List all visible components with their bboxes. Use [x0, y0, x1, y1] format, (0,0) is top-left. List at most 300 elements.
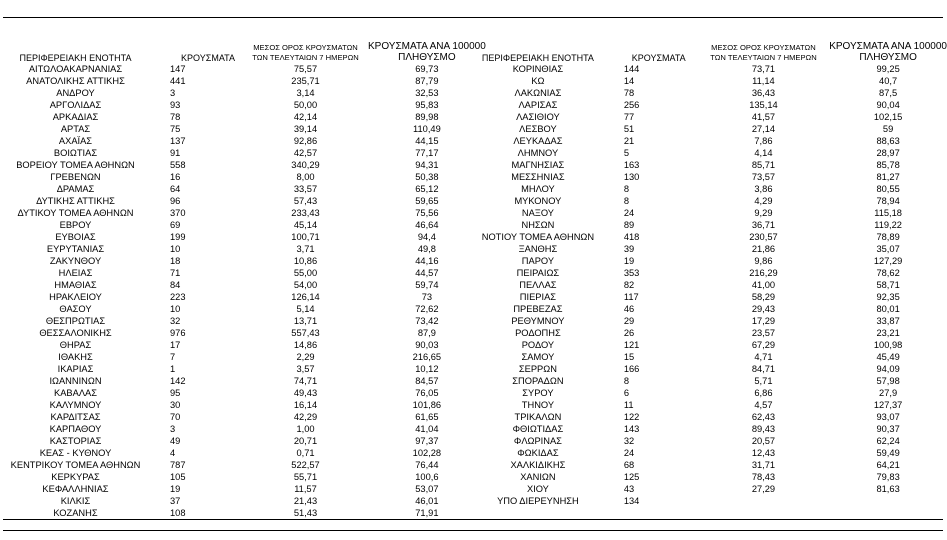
region-cell: ΦΩΚΙΔΑΣ: [517, 448, 559, 458]
region-cell: ΝΑΞΟΥ: [521, 208, 554, 218]
table-row: [3, 135, 486, 147]
table-row: [474, 459, 947, 471]
rate-cell: 127,29: [873, 256, 903, 266]
region-cell: ΤΗΝΟΥ: [521, 400, 555, 410]
table-row: [474, 327, 947, 339]
rate-cell: 101,86: [412, 400, 442, 410]
avg-cell: 36,43: [751, 88, 776, 98]
avg-cell: 5,71: [754, 376, 773, 386]
rate-cell: 97,37: [415, 436, 439, 446]
table-row: [474, 387, 947, 399]
rate-cell: 93,07: [876, 412, 900, 422]
cases-cell: 82: [623, 280, 635, 290]
avg-cell: 4,57: [754, 400, 773, 410]
cases-cell: 30: [170, 400, 181, 410]
avg-cell: 557,43: [291, 328, 320, 338]
rate-cell: 45,49: [876, 352, 900, 362]
region-cell: ΔΥΤΙΚΟΥ ΤΟΜΕΑ ΑΘΗΝΩΝ: [17, 208, 134, 218]
rate-header: [829, 37, 947, 63]
cases-cell: 8: [623, 376, 630, 386]
avg-header: [698, 37, 830, 63]
cases-cell: 37: [170, 496, 181, 506]
region-cell: ΚΙΛΚΙΣ: [60, 496, 91, 506]
rate-cell: 90,37: [876, 424, 900, 434]
cases-cell: 117: [623, 292, 639, 302]
table-row: [474, 267, 947, 279]
cases-header: ΚΡΟΥΣΜΑΤΑ: [181, 53, 235, 63]
rate-cell: 46,64: [415, 220, 439, 230]
cases-cell: 39: [623, 244, 635, 254]
rate-header-line2: ΠΛΗΘΥΣΜΟ: [398, 52, 456, 63]
avg-cell: 9,29: [754, 208, 773, 218]
rate-cell: 50,38: [415, 172, 439, 182]
region-cell: ΡΟΔΟΠΗΣ: [515, 328, 561, 338]
rate-cell: 73,42: [415, 316, 439, 326]
region-cell: ΑΡΤΑΣ: [60, 124, 91, 134]
cases-cell: 418: [623, 232, 640, 242]
table-row: [474, 495, 947, 507]
rate-cell: 76,05: [415, 388, 439, 398]
rate-cell: 76,44: [415, 460, 439, 470]
region-cell: ΚΕΝΤΡΙΚΟΥ ΤΟΜΕΑ ΑΘΗΝΩΝ: [10, 460, 141, 470]
table-row: [474, 279, 947, 291]
avg-cell: 75,57: [293, 64, 318, 74]
cases-cell: 19: [170, 484, 181, 494]
table-row: [3, 63, 486, 75]
cases-cell: 32: [170, 316, 181, 326]
cases-cell: 17: [170, 340, 181, 350]
table-row: [474, 183, 947, 195]
rate-cell: 90,03: [415, 340, 439, 350]
avg-cell: 55,71: [293, 472, 318, 482]
region-cell: ΔΡΑΜΑΣ: [56, 184, 95, 194]
table-row: [3, 159, 486, 171]
rate-cell: 81,63: [876, 484, 900, 494]
region-cell: ΒΟΡΕΙΟΥ ΤΟΜΕΑ ΑΘΗΝΩΝ: [16, 160, 135, 170]
avg-cell: 100,71: [291, 232, 320, 242]
cases-cell: 122: [623, 412, 640, 422]
rate-cell: 87,79: [415, 76, 439, 86]
region-cell: ΚΑΛΥΜΝΟΥ: [49, 400, 102, 410]
rate-cell: 92,35: [876, 292, 900, 302]
table-row: [3, 375, 486, 387]
avg-cell: 4,71: [754, 352, 773, 362]
cases-cell: 10: [170, 244, 181, 254]
cases-cell: 166: [623, 364, 640, 374]
cases-cell: 91: [170, 148, 181, 158]
cases-cell: 70: [170, 412, 181, 422]
region-header: ΠΕΡΙΦΕΡΕΙΑΚΗ ΕΝΟΤΗΤΑ: [481, 53, 594, 63]
cases-cell: 95: [170, 388, 181, 398]
cases-cell: 18: [170, 256, 181, 266]
table-row: [474, 63, 947, 75]
cases-cell: 96: [170, 196, 181, 206]
rate-header-line1: ΚΡΟΥΣΜΑΤΑ ΑΝΑ 100000: [368, 41, 486, 52]
region-cell: ΕΥΒΟΙΑΣ: [55, 232, 96, 242]
cases-cell: 441: [170, 76, 186, 86]
rate-cell: 73: [421, 292, 433, 302]
table-row: [474, 75, 947, 87]
rate-cell: 78,62: [876, 268, 900, 278]
avg-cell: 6,86: [754, 388, 773, 398]
table-row: [3, 303, 486, 315]
rate-cell: 44,57: [415, 268, 439, 278]
rate-cell: 78,89: [876, 232, 900, 242]
table-row: [3, 327, 486, 339]
rate-cell: 79,83: [876, 472, 900, 482]
table-row: [474, 159, 947, 171]
cases-cell: 77: [623, 112, 635, 122]
rate-cell: 110,49: [413, 124, 441, 134]
table-row: [474, 99, 947, 111]
avg-cell: 33,57: [293, 184, 318, 194]
table-row: [3, 363, 486, 375]
right-table-body: [474, 63, 947, 507]
table-row: [474, 447, 947, 459]
cases-cell: 125: [623, 472, 640, 482]
table-row: [474, 195, 947, 207]
rate-cell: 71,91: [415, 508, 439, 518]
cases-cell: 69: [170, 220, 181, 230]
cases-cell: 558: [170, 160, 186, 170]
table-row: [474, 291, 947, 303]
avg-cell: 17,29: [751, 316, 776, 326]
cases-cell: 26: [623, 328, 635, 338]
table-row: [3, 99, 486, 111]
avg-cell: 21,86: [751, 244, 776, 254]
rate-cell: 59: [882, 124, 894, 134]
table-row: [3, 255, 486, 267]
rate-cell: 90,04: [876, 100, 900, 110]
rate-cell: 100,98: [873, 340, 903, 350]
avg-header-line2: ΤΩΝ ΤΕΛΕΥΤΑΙΩΝ 7 ΗΜΕΡΩΝ: [710, 53, 817, 62]
cases-cell: 64: [170, 184, 181, 194]
region-cell: ΕΥΡΥΤΑΝΙΑΣ: [46, 244, 105, 254]
table-row: [3, 471, 486, 483]
region-cell: ΠΕΙΡΑΙΩΣ: [516, 268, 560, 278]
left-table: [3, 37, 486, 519]
cases-cell: 21: [623, 136, 635, 146]
cases-cell: 130: [623, 172, 640, 182]
avg-cell: 41,57: [751, 112, 776, 122]
avg-cell: 23,57: [751, 328, 776, 338]
cases-cell: 105: [170, 472, 186, 482]
region-cell: ΣΥΡΟΥ: [522, 388, 554, 398]
cases-cell: 11: [623, 400, 634, 410]
avg-cell: 27,14: [751, 124, 776, 134]
cases-header: ΚΡΟΥΣΜΑΤΑ: [631, 53, 686, 63]
region-cell: ΛΑΡΙΣΑΣ: [518, 100, 558, 110]
table-row: [3, 411, 486, 423]
rate-cell: 80,01: [876, 304, 900, 314]
region-cell: ΤΡΙΚΑΛΩΝ: [514, 412, 562, 422]
avg-cell: 0,71: [296, 448, 315, 458]
avg-cell: 85,71: [751, 160, 776, 170]
region-cell: ΚΑΣΤΟΡΙΑΣ: [49, 436, 102, 446]
table-row: [3, 423, 486, 435]
top-rule: [3, 17, 943, 18]
region-cell: ΡΟΔΟΥ: [521, 340, 555, 350]
table-row: [3, 507, 486, 519]
region-cell: ΘΗΡΑΣ: [59, 340, 92, 350]
avg-cell: 14,86: [293, 340, 318, 350]
table-row: [474, 255, 947, 267]
region-cell: ΡΕΘΥΜΝΟΥ: [511, 316, 565, 326]
region-cell: ΠΙΕΡΙΑΣ: [519, 292, 557, 302]
region-cell: ΘΕΣΠΡΩΤΙΑΣ: [45, 316, 106, 326]
region-cell: ΔΥΤΙΚΗΣ ΑΤΤΙΚΗΣ: [36, 196, 115, 206]
table-row: [3, 351, 486, 363]
avg-cell: 12,43: [751, 448, 776, 458]
region-cell: ΓΡΕΒΕΝΩΝ: [50, 172, 101, 182]
table-row: [3, 243, 486, 255]
table-row: [3, 387, 486, 399]
avg-cell: 20,57: [751, 436, 776, 446]
table-row: [3, 435, 486, 447]
table-row: [474, 171, 947, 183]
table-row: [474, 375, 947, 387]
table-row: [3, 207, 486, 219]
region-cell: ΠΕΛΛΑΣ: [519, 280, 557, 290]
cases-cell: 121: [623, 340, 640, 350]
region-cell: ΑΡΚΑΔΙΑΣ: [52, 112, 99, 122]
region-cell: ΚΟΖΑΝΗΣ: [53, 508, 98, 518]
table-row: [3, 111, 486, 123]
rate-cell: 80,55: [876, 184, 900, 194]
cases-cell: 8: [623, 196, 630, 206]
rate-cell: 49,8: [417, 244, 436, 254]
avg-cell: 84,71: [751, 364, 776, 374]
avg-cell: 340,29: [291, 160, 320, 170]
region-cell: ΛΑΣΙΘΙΟΥ: [516, 112, 560, 122]
rate-cell: 27,9: [879, 388, 898, 398]
avg-cell: 3,57: [296, 364, 315, 374]
rate-header-line2: ΠΛΗΘΥΣΜΟ: [859, 52, 917, 63]
avg-cell: 45,14: [293, 220, 318, 230]
avg-cell: 55,00: [293, 268, 318, 278]
cases-cell: 3: [170, 424, 176, 434]
rate-cell: 85,78: [876, 160, 900, 170]
avg-cell: 11,14: [752, 76, 775, 86]
region-cell: ΗΛΕΙΑΣ: [58, 268, 93, 278]
cases-cell: 4: [170, 448, 176, 458]
rate-header-line1: ΚΡΟΥΣΜΑΤΑ ΑΝΑ 100000: [829, 41, 947, 52]
table-row: [474, 303, 947, 315]
region-cell: ΑΝΑΤΟΛΙΚΗΣ ΑΤΤΙΚΗΣ: [26, 76, 125, 86]
table-row: [3, 219, 486, 231]
cases-cell: 29: [623, 316, 635, 326]
left-table-body: [3, 63, 486, 519]
table-row: [3, 123, 486, 135]
table-row: [474, 435, 947, 447]
rate-cell: 88,63: [876, 136, 900, 146]
region-cell: ΙΩΑΝΝΙΝΩΝ: [49, 376, 102, 386]
rate-cell: 115,18: [874, 208, 902, 218]
cases-cell: 163: [623, 160, 640, 170]
table-row: [474, 147, 947, 159]
avg-cell: 73,71: [751, 64, 776, 74]
rate-cell: 44,15: [415, 136, 439, 146]
cases-cell: 19: [623, 256, 635, 266]
rate-cell: 59,74: [415, 280, 439, 290]
avg-cell: 3,86: [754, 184, 773, 194]
cases-cell: 89: [623, 220, 635, 230]
bottom-rule-lower: [3, 530, 943, 531]
avg-cell: 39,14: [293, 124, 318, 134]
avg-cell: 16,14: [293, 400, 318, 410]
rate-cell: 41,04: [415, 424, 439, 434]
avg-cell: 41,00: [751, 280, 776, 290]
table-row: [3, 171, 486, 183]
region-cell: ΛΑΚΩΝΙΑΣ: [514, 88, 562, 98]
region-cell: ΣΠΟΡΑΔΩΝ: [512, 376, 564, 386]
rate-cell: 216,65: [412, 352, 442, 362]
rate-cell: 35,07: [876, 244, 900, 254]
rate-cell: 40,7: [879, 76, 898, 86]
cases-cell: 15: [623, 352, 635, 362]
rate-cell: 57,98: [876, 376, 900, 386]
cases-cell: 75: [170, 124, 181, 134]
cases-cell: 353: [623, 268, 640, 278]
cases-cell: 108: [170, 508, 186, 518]
table-row: [3, 291, 486, 303]
table-row: [3, 399, 486, 411]
avg-cell: 5,14: [296, 304, 315, 314]
region-cell: ΕΒΡΟΥ: [59, 220, 92, 230]
region-cell: ΗΡΑΚΛΕΙΟΥ: [49, 292, 102, 302]
avg-cell: 42,57: [293, 148, 318, 158]
table-row: [474, 207, 947, 219]
rate-cell: 84,57: [415, 376, 439, 386]
region-header: ΠΕΡΙΦΕΡΕΙΑΚΗ ΕΝΟΤΗΤΑ: [19, 53, 132, 63]
table-row: [474, 135, 947, 147]
table-row: [3, 447, 486, 459]
table-row: [3, 459, 486, 471]
table-row: [474, 411, 947, 423]
region-cell: ΦΛΩΡΙΝΑΣ: [513, 436, 562, 446]
region-cell: ΠΑΡΟΥ: [521, 256, 555, 266]
rate-cell: 89,98: [415, 112, 439, 122]
region-cell: ΜΥΚΟΝΟΥ: [514, 196, 562, 206]
region-cell: ΑΝΔΡΟΥ: [56, 88, 95, 98]
cases-cell: 223: [170, 292, 186, 302]
avg-cell: 3,14: [296, 88, 315, 98]
region-cell: ΜΕΣΣΗΝΙΑΣ: [511, 172, 565, 182]
region-cell: ΑΡΓΟΛΙΔΑΣ: [49, 100, 102, 110]
region-cell: ΝΟΤΙΟΥ ΤΟΜΕΑ ΑΘΗΝΩΝ: [481, 232, 595, 242]
avg-cell: 62,43: [751, 412, 776, 422]
left-header-row: [3, 37, 486, 63]
rate-cell: 77,17: [415, 148, 439, 158]
cases-cell: 134: [623, 496, 640, 506]
table-row: [474, 123, 947, 135]
avg-cell: 522,57: [291, 460, 320, 470]
cases-cell: 5: [623, 148, 630, 158]
avg-cell: 27,29: [751, 484, 776, 494]
cases-cell: 24: [623, 448, 635, 458]
avg-cell: 54,00: [293, 280, 318, 290]
rate-cell: 102,28: [412, 448, 442, 458]
table-row: [474, 111, 947, 123]
region-cell: ΠΡΕΒΕΖΑΣ: [513, 304, 563, 314]
cases-cell: 84: [170, 280, 181, 290]
table-row: [474, 87, 947, 99]
rate-cell: 81,27: [876, 172, 900, 182]
avg-cell: 78,43: [751, 472, 776, 482]
avg-cell: 9,86: [754, 256, 773, 266]
region-cell: ΘΑΣΟΥ: [59, 304, 92, 314]
region-cell: ΣΑΜΟΥ: [521, 352, 555, 362]
region-cell: ΙΚΑΡΙΑΣ: [57, 364, 94, 374]
rate-cell: 87,9: [417, 328, 436, 338]
rate-cell: 61,65: [415, 412, 439, 422]
cases-cell: 10: [170, 304, 181, 314]
cases-cell: 46: [623, 304, 635, 314]
region-cell: ΙΘΑΚΗΣ: [58, 352, 93, 362]
avg-cell: 51,43: [293, 508, 318, 518]
avg-cell: 31,71: [751, 460, 776, 470]
region-cell: ΚΑΡΔΙΤΣΑΣ: [50, 412, 101, 422]
avg-cell: 216,29: [749, 268, 778, 278]
rate-cell: 87,5: [879, 88, 898, 98]
table-row: [474, 399, 947, 411]
table-row: [474, 339, 947, 351]
rate-cell: 72,62: [415, 304, 439, 314]
cases-cell: 144: [623, 64, 640, 74]
region-cell: ΛΕΣΒΟΥ: [519, 124, 557, 134]
avg-cell: 11,57: [294, 484, 317, 494]
rate-cell: 95,83: [415, 100, 439, 110]
table-row: [3, 75, 486, 87]
rate-cell: 59,49: [876, 448, 900, 458]
cases-cell: 78: [623, 88, 635, 98]
rate-cell: 65,12: [415, 184, 439, 194]
region-cell: ΧΙΟΥ: [526, 484, 549, 494]
avg-cell: 42,29: [293, 412, 318, 422]
region-cell: ΗΜΑΘΙΑΣ: [54, 280, 97, 290]
cases-cell: 43: [623, 484, 635, 494]
cases-cell: 256: [623, 100, 640, 110]
table-row: [474, 351, 947, 363]
avg-cell: 126,14: [291, 292, 320, 302]
rate-cell: 94,09: [876, 364, 900, 374]
rate-cell: 53,07: [415, 484, 439, 494]
cases-cell: 147: [170, 64, 186, 74]
table-row: [474, 219, 947, 231]
avg-cell: 4,29: [754, 196, 773, 206]
avg-header: [243, 37, 368, 63]
rate-cell: 69,73: [415, 64, 439, 74]
avg-cell: 89,43: [751, 424, 776, 434]
rate-cell: 44,16: [415, 256, 439, 266]
table-row: [474, 231, 947, 243]
rate-cell: 62,24: [876, 436, 900, 446]
cases-cell: 24: [623, 208, 635, 218]
avg-cell: 20,71: [293, 436, 318, 446]
avg-cell: 67,29: [751, 340, 776, 350]
cases-cell: 8: [623, 184, 630, 194]
rate-cell: 59,65: [415, 196, 439, 206]
avg-cell: 21,43: [293, 496, 318, 506]
table-row: [3, 231, 486, 243]
table-row: [3, 147, 486, 159]
cases-cell: 1: [170, 364, 176, 374]
rate-cell: 58,71: [876, 280, 900, 290]
avg-cell: 3,71: [296, 244, 315, 254]
region-cell: ΝΗΣΩΝ: [521, 220, 555, 230]
right-table: [474, 37, 947, 507]
region-cell: ΛΗΜΝΟΥ: [517, 148, 559, 158]
